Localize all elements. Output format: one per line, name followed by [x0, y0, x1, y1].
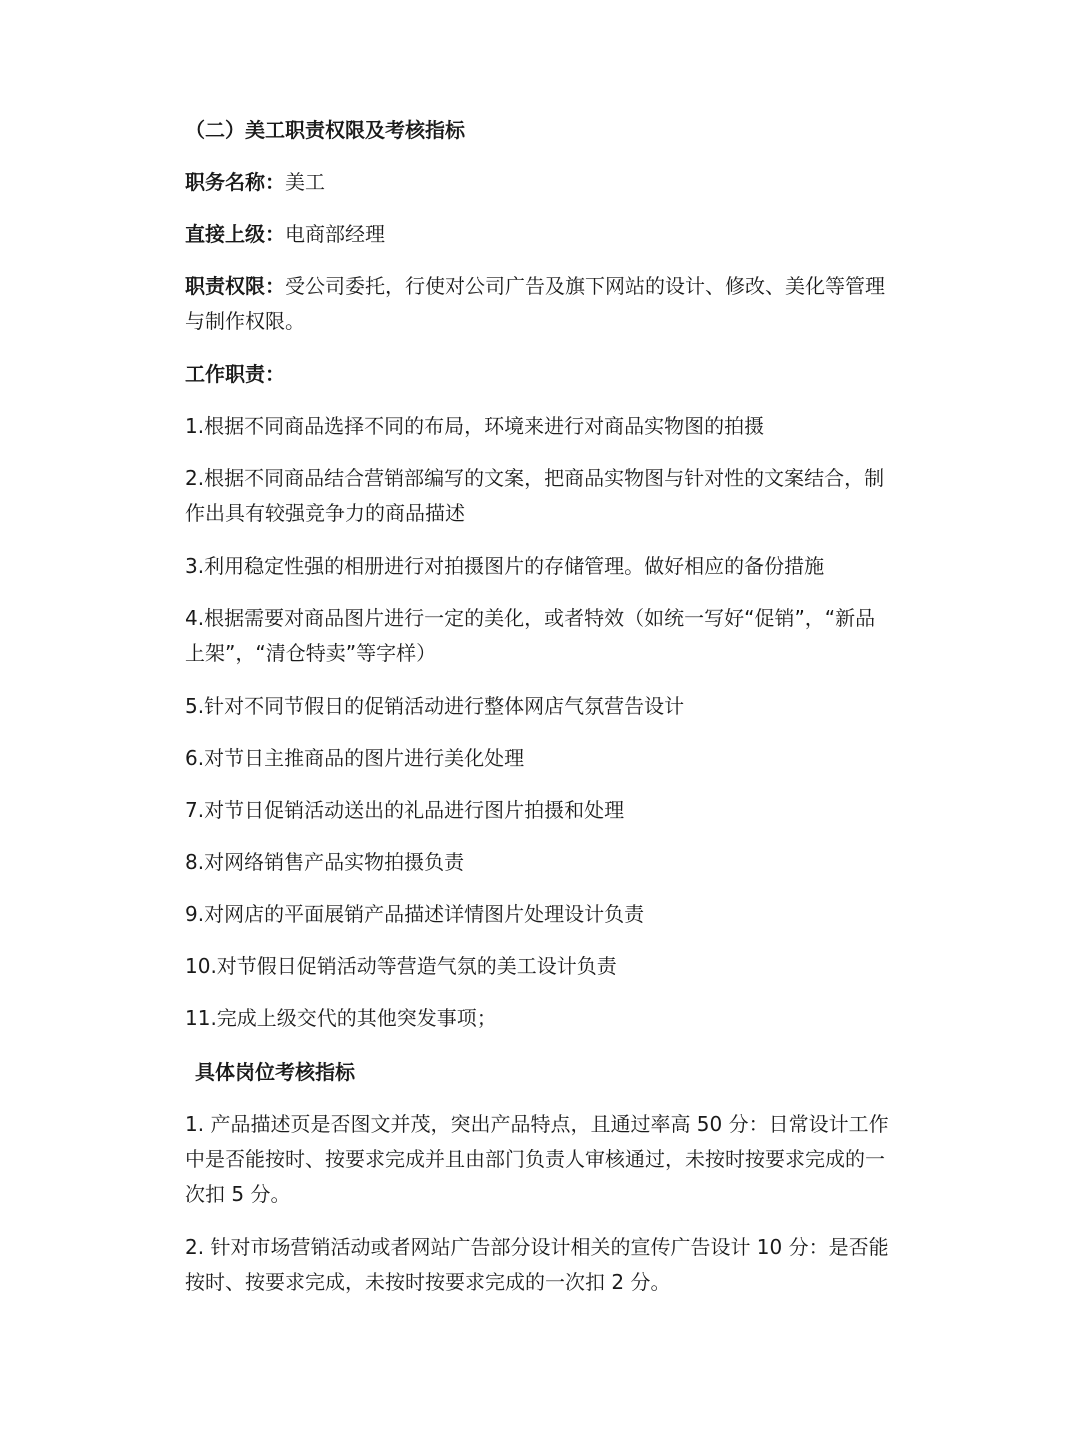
duty-item-9: 9.对网店的平面展销产品描述详情图片处理设计负责	[185, 902, 645, 926]
duty-item-7: 7.对节日促销活动送出的礼品进行图片拍摄和处理	[185, 798, 625, 822]
kpi-item-2: 2. 针对市场营销活动或者网站广告部分设计相关的宣传广告设计 10 分：是否能按时、按要求完成，未按时按要求完成的一次扣 2 分。	[185, 1235, 889, 1294]
duty-item-2: 2.根据不同商品结合营销部编写的文案，把商品实物图与针对性的文案结合，制作出具有较强竞争力的商品描述	[185, 466, 885, 525]
section-title: （二）美工职责权限及考核指标	[185, 118, 465, 142]
authority-value: 受公司委托，行使对公司广告及旗下网站的设计、修改、美化等管理与制作权限。	[185, 274, 885, 333]
job-title-line	[185, 165, 895, 200]
kpi-heading: 具体岗位考核指标	[195, 1060, 355, 1084]
supervisor-label: 直接上级：	[185, 222, 285, 246]
authority-paragraph	[185, 269, 895, 339]
job-title-label: 职务名称：	[185, 170, 285, 194]
duty-item-10: 10.对节假日促销活动等营造气氛的美工设计负责	[185, 954, 617, 978]
duty-item-8: 8.对网络销售产品实物拍摄负责	[185, 850, 465, 874]
supervisor-value: 电商部经理	[285, 222, 385, 246]
duties-heading: 工作职责：	[185, 362, 285, 386]
job-title-value: 美工	[285, 170, 325, 194]
duty-item-5: 5.针对不同节假日的促销活动进行整体网店气氛营告设计	[185, 694, 685, 718]
duty-item-11: 11.完成上级交代的其他突发事项；	[185, 1006, 497, 1030]
duty-item-4: 4.根据需要对商品图片进行一定的美化，或者特效（如统一写好“促销”，“新品上架”，“清仓特卖”等字样）	[185, 606, 876, 665]
duty-item-3: 3.利用稳定性强的相册进行对拍摄图片的存储管理。做好相应的备份措施	[185, 554, 825, 578]
duty-item-1: 1.根据不同商品选择不同的布局，环境来进行对商品实物图的拍摄	[185, 414, 765, 438]
duty-item-6: 6.对节日主推商品的图片进行美化处理	[185, 746, 525, 770]
kpi-item-1: 1. 产品描述页是否图文并茂，突出产品特点，且通过率高 50 分：日常设计工作中是否能按时、按要求完成并且由部门负责人审核通过，未按时按要求完成的一次扣 5 分。	[185, 1112, 889, 1206]
authority-label: 职责权限：	[185, 274, 285, 298]
supervisor-line	[185, 217, 895, 252]
